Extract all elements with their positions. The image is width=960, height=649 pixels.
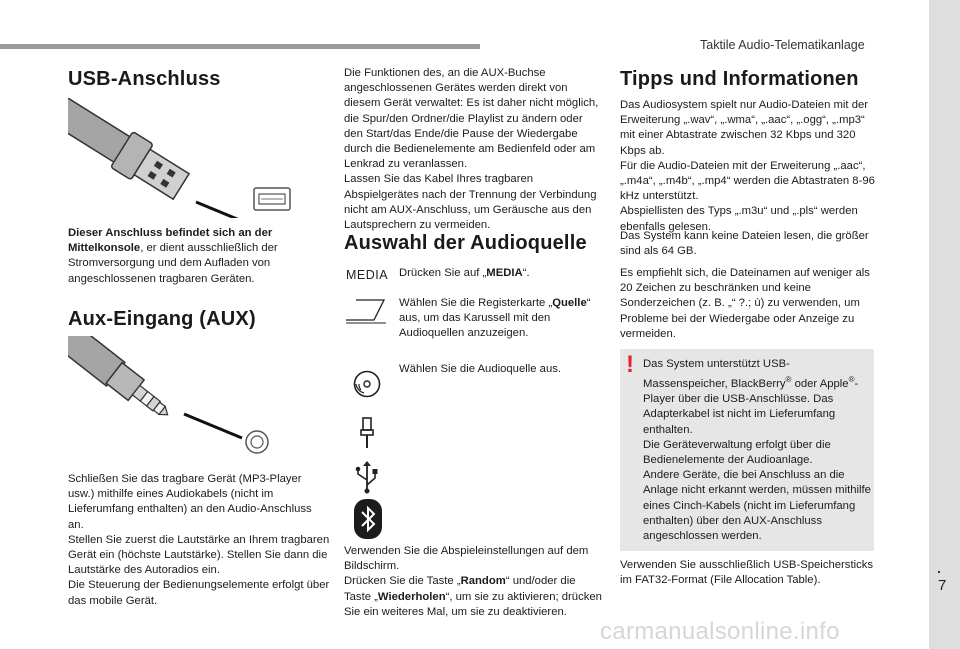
- next-page-marker[interactable]: .: [937, 560, 941, 576]
- step-media-text: Drücken Sie auf „MEDIA“.: [399, 267, 530, 279]
- header-title: Taktile Audio-Telematikanlage: [700, 38, 865, 52]
- usb-title: USB-Anschluss: [68, 68, 221, 90]
- header-rule: [0, 44, 480, 49]
- step-source-tab-text: Wählen Sie die Registerkarte „Quelle“ aus, um das Karussell mit den Audioquellen anzuzeigen.: [399, 297, 591, 340]
- warning-icon: !: [626, 351, 634, 378]
- step-choose-source-text: Wählen Sie die Audioquelle aus.: [399, 363, 562, 375]
- warning-box: [620, 349, 874, 551]
- media-button-label[interactable]: MEDIA: [346, 268, 389, 282]
- warning-text: Das System unterstützt USB-Massenspeicher, BlackBerry® oder Apple®-Player über die USB-Anschlüsse. Das Adapterkabel ist nicht im Lieferumfang enthalten. Die Geräteverwaltung erfolgt über die Bedienelemente der Audioanlage. Andere Geräte, die bei Anschluss an die Anlage nicht erkannt werden, müssen mithilfe eines Cinch-Kabels (nicht im Lieferumfang enthalten) über den AUX-Anschluss angeschlossen werden.: [643, 358, 871, 542]
- page-number: 7: [938, 577, 947, 594]
- side-strip: [929, 0, 960, 649]
- watermark: carmanualsonline.info: [600, 618, 840, 645]
- aux-jack-icon[interactable]: [358, 416, 376, 450]
- tips-fat32: Verwenden Sie ausschließlich USB-Speichersticks im FAT32-Format (File Allocation Table).: [620, 559, 874, 587]
- cd-icon[interactable]: [352, 369, 382, 399]
- bluetooth-icon[interactable]: [353, 498, 383, 540]
- aux-functions-text: Die Funktionen des, an die AUX-Buchse angeschlossenen Gerätes werden direkt von diesem Gerät verwaltet: Es ist daher nicht möglich, die Spur/den Ordner/die Playlist zu ändern oder den Start/das Ende/die Pause der Wiedergabe durch die Bedienelemente am Bedienfeld oder am Lenkrad zu veranlassen. Lassen Sie das Kabel Ihres tragbaren Abspielgerätes nach der Trennung der Verbindung nicht am AUX-Anschluss, um Geräusche aus den Lautsprechern zu vermeiden.: [344, 67, 599, 232]
- aux-title: Aux-Eingang (AUX): [68, 308, 256, 330]
- usb-description: Dieser Anschluss befindet sich an der Mittelkonsole, er dient ausschließlich der Stromversorgung und dem Aufladen von angeschlossenen tragbaren Geräten.: [68, 227, 278, 285]
- usb-icon[interactable]: [354, 460, 380, 494]
- source-footer: Verwenden Sie die Abspieleinstellungen auf dem Bildschirm. Drücken Sie die Taste „Random“ und/oder die Taste „Wiederholen“, um sie zu aktivieren; drücken Sie ein weiteres Mal, um sie zu deaktivieren.: [344, 545, 602, 618]
- tips-formats: Das Audiosystem spielt nur Audio-Dateien mit der Erweiterung „.wav“, „.wma“, „.aac“, „.ogg“, „.mp3“ mit einer Abtastrate zwischen 32 Kbps und 320 Kbps ab. Für die Audio-Dateien mit der Erweiterung „.aac“, „.m4a“, „.m4b“, „.mp4“ werden die Abtastraten 8-96 kHz unterstützt. Abspiellisten des Typs „.m3u“ und „.pls“ werden ebenfalls gelesen.: [620, 99, 875, 233]
- usb-plug-illustration: [68, 98, 330, 218]
- aux-description: Schließen Sie das tragbare Gerät (MP3-Player usw.) mithilfe eines Audiokabels (nicht im Lieferumfang enthalten) an den Audio-Anschluss an. Stellen Sie zuerst die Lautstärke an Ihrem tragbaren Gerät ein (höchste Lautstärke). Stellen Sie dann die Lautstärke des Autoradios ein. Die Steuerung der Bedienungselemente erfolgt über das mobile Gerät.: [68, 473, 330, 607]
- tips-title: Tipps und Informationen: [620, 68, 859, 90]
- tips-filenames: Es empfiehlt sich, die Dateinamen auf weniger als 20 Zeichen zu beschränken und keine Sonderzeichen (z. B. „“ ?.; ù) zu verwenden, um Probleme bei der Wiedergabe oder Anzeige zu vermeiden.: [620, 267, 870, 340]
- tips-filesize: Das System kann keine Dateien lesen, die größer sind als 64 GB.: [620, 230, 869, 258]
- tab-icon[interactable]: [344, 298, 388, 324]
- aux-jack-illustration: [68, 336, 330, 456]
- source-title: Auswahl der Audioquelle: [344, 232, 587, 254]
